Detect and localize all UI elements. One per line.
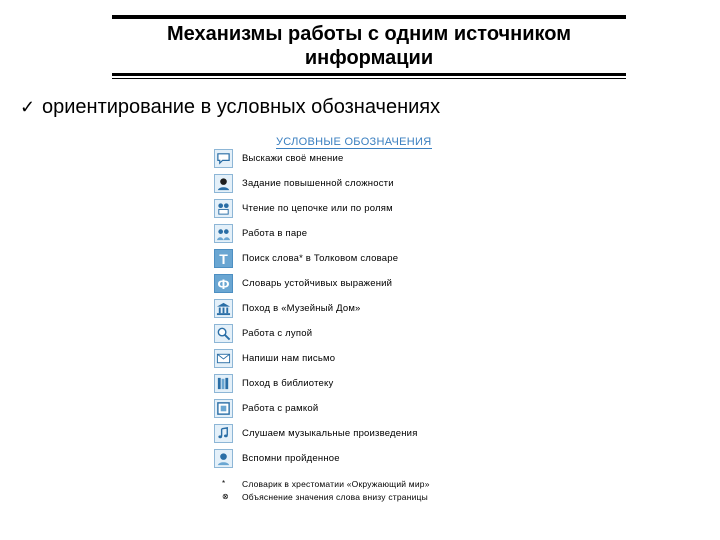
legend-item-label: Словарь устойчивых выражений xyxy=(242,278,393,289)
slide-title-line-1: Механизмы работы с одним источником xyxy=(166,23,572,45)
legend-item xyxy=(214,146,514,171)
legend-item xyxy=(214,246,514,271)
pair-work-icon xyxy=(214,224,233,243)
legend-item-label: Выскажи своё мнение xyxy=(242,153,344,164)
legend-item-label: Работа в паре xyxy=(242,228,308,239)
bullet-text: ориентирование в условных обозначениях xyxy=(42,96,441,118)
title-top-rule xyxy=(112,15,626,19)
title-bottom-rule-thick xyxy=(112,73,626,76)
legend-item xyxy=(214,396,514,421)
footnote-label: Объяснение значения слова внизу страницы xyxy=(242,491,428,502)
legend-header: УСЛОВНЫЕ ОБОЗНАЧЕНИЯ xyxy=(276,136,432,148)
letter-f-icon: Ф xyxy=(214,274,233,293)
legend-item xyxy=(214,421,514,446)
legend-item-label: Поход в «Музейный Дом» xyxy=(242,303,361,314)
footnote-item xyxy=(214,477,514,490)
legend-item xyxy=(214,171,514,196)
legend-item-label: Напиши нам письмо xyxy=(242,353,336,364)
legend-item xyxy=(214,446,514,471)
legend-item-label: Вспомни пройденное xyxy=(242,453,340,464)
thinking-person-icon xyxy=(214,174,233,193)
footnote-item xyxy=(214,490,514,503)
legend-item xyxy=(214,196,514,221)
reading-group-icon xyxy=(214,199,233,218)
museum-icon xyxy=(214,299,233,318)
asterisk-mark: * xyxy=(222,479,226,488)
frame-icon xyxy=(214,399,233,418)
magnifier-icon xyxy=(214,324,233,343)
legend-item xyxy=(214,296,514,321)
letter-t-icon: Т xyxy=(214,249,233,268)
legend-item-label: Работа с лупой xyxy=(242,328,313,339)
circle-mark-icon: ⊗ xyxy=(222,492,229,501)
music-icon xyxy=(214,424,233,443)
remember-person-icon xyxy=(214,449,233,468)
envelope-icon xyxy=(214,349,233,368)
title-bottom-rule-thin xyxy=(112,78,626,79)
legend-item xyxy=(214,221,514,246)
legend-item xyxy=(214,321,514,346)
bullet-item xyxy=(20,94,440,120)
legend-item xyxy=(214,371,514,396)
footnote-label: Словарик в хрестоматии «Окружающий мир» xyxy=(242,478,430,489)
legend-item-label: Задание повышенной сложности xyxy=(242,178,394,189)
legend-item xyxy=(214,271,514,296)
library-icon xyxy=(214,374,233,393)
legend-list xyxy=(214,146,514,503)
speech-bubble-icon xyxy=(214,149,233,168)
legend-item-label: Слушаем музыкальные произведения xyxy=(242,428,418,439)
legend-item-label: Работа с рамкой xyxy=(242,403,319,414)
slide-title-line-2: информации xyxy=(304,47,434,69)
legend-item-label: Поход в библиотеку xyxy=(242,378,334,389)
slide-title xyxy=(112,22,626,70)
checkmark-icon: ✓ xyxy=(20,97,36,117)
legend-item-label: Поиск слова* в Толковом словаре xyxy=(242,253,399,264)
legend-item-label: Чтение по цепочке или по ролям xyxy=(242,203,393,214)
legend-item xyxy=(214,346,514,371)
